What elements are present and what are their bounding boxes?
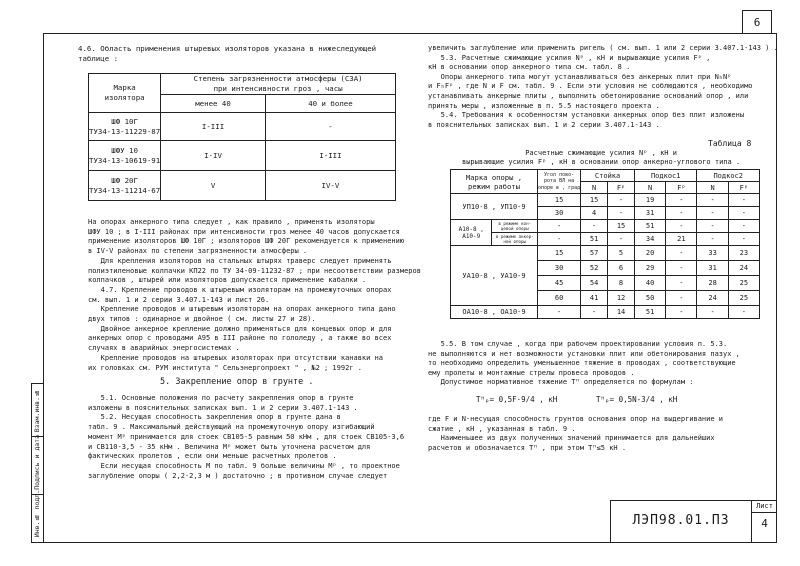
t8-cell: 23: [728, 246, 759, 261]
t8-h-n: N: [635, 182, 666, 194]
formula-2: Tᴴₚ= 0,5N-3/4 , кН: [596, 395, 678, 404]
sidebar-sign: Подпись и дата: [33, 435, 41, 490]
t8-cell: 15: [608, 220, 635, 233]
t8-cell: 57: [581, 246, 608, 261]
t8-cell: -: [697, 194, 728, 207]
left-text-block-2: 5.1. Основные положения по расчету закрепления опор в грунте изложены в пояснительных записках вып. 1 и 2 серии 3.407.1-143 . 5.2. Несущая способность закрепления опор в грунте дана в табл. 9 . Максимальный действующий на промежуточную опору изгибающий момент Mᵖ принимается для стоек СВ105-5 равным 50 кНм , для стоек СВ105-3,6 и СВ110-3,5 - 35 кНм . Величина Mᵖ может быть уточнена расчетом для фактических пролетов , если они меньше расчетных пролетов . Если несущая способность М по табл. 9 больше величины Mᵖ , то проектное заглубление опоры ( 2,2-2,3 м ) достаточно ; в противном случае следует: [88, 394, 405, 480]
t8-cell: 19: [635, 194, 666, 207]
t8-cell: -: [608, 207, 635, 220]
section-5-title: 5. Закрепление опор в грунте .: [160, 377, 314, 387]
t8-cell: 4: [581, 207, 608, 220]
t1-col-mark: Марка изолятора: [89, 74, 161, 113]
page-number: 6: [742, 10, 772, 34]
t1-row-mark: ШФ 10Г ТУ34-13-11229-87: [89, 113, 161, 141]
t1-row-mark: ШФУ 10 ТУ34-13-10619-91: [89, 141, 161, 171]
t8-cell: -: [538, 233, 581, 246]
t8-cell: 60: [538, 291, 581, 306]
t8-mode: в режиме кон- цевой опоры: [492, 220, 538, 233]
t8-h-f: Fᵖ: [728, 182, 759, 194]
t8-cell: 5: [608, 246, 635, 261]
t8-cell: 24: [697, 291, 728, 306]
t1-sub2: 40 и более: [265, 95, 395, 113]
t8-cell: 24: [728, 261, 759, 276]
t8-cell: 52: [581, 261, 608, 276]
t8-mode: в режиме анкер- ной опоры: [492, 233, 538, 246]
t8-h-podkos2: Подкос2: [697, 170, 760, 182]
t8-cell: 12: [608, 291, 635, 306]
title-stamp: [610, 500, 776, 542]
t8-mark: УА10-8 , УА10-9: [451, 246, 538, 306]
table8-title: Таблица 8: [708, 139, 752, 148]
t8-cell: 34: [635, 233, 666, 246]
t8-cell: 50: [635, 291, 666, 306]
t1-row-b: IV-V: [265, 171, 395, 201]
t8-cell: 20: [635, 246, 666, 261]
t1-row-a: I-IV: [161, 141, 266, 171]
t8-mark: А10-8 , А10-9: [451, 220, 492, 246]
t8-cell: -: [538, 306, 581, 319]
t8-cell: 30: [538, 207, 581, 220]
t8-cell: 31: [697, 261, 728, 276]
forces-table: [450, 169, 760, 319]
t8-cell: -: [697, 233, 728, 246]
t8-cell: -: [728, 306, 759, 319]
t8-cell: -: [538, 220, 581, 233]
t8-mark: ОА10-8 , ОА10-9: [451, 306, 538, 319]
sidebar-inv2: Взам.инв.№: [33, 388, 41, 432]
t1-col-sza: Степень загрязненности атмосферы (СЗА) при интенсивности гроз , часы: [161, 74, 396, 95]
t8-h-podkos1: Подкос1: [635, 170, 697, 182]
t8-cell: 29: [635, 261, 666, 276]
document-code: ЛЭП98.01.ПЗ: [632, 513, 730, 528]
t8-cell: -: [666, 291, 697, 306]
t8-cell: -: [666, 220, 697, 233]
t8-cell: 28: [697, 276, 728, 291]
insulator-table: [88, 73, 396, 201]
t8-cell: 30: [538, 261, 581, 276]
t8-mark: УП10-8 , УП10-9: [451, 194, 538, 220]
t8-cell: -: [581, 220, 608, 233]
t8-cell: 21: [666, 233, 697, 246]
t8-cell: 15: [538, 194, 581, 207]
t8-cell: -: [666, 207, 697, 220]
t1-sub1: менее 40: [161, 95, 266, 113]
sidebar-inv: Инв.№ подл.: [33, 489, 41, 537]
t1-row-a: V: [161, 171, 266, 201]
t8-cell: -: [728, 194, 759, 207]
t8-cell: -: [697, 220, 728, 233]
right-text-block-3: где F и N-несущая способность грунтов основания опор на выдергивание и сжатие , кН , указанная в табл. 9 . Наименьшее из двух полученных значений принимается для дальнейших расчетов и обозначается Tᴴ , при этом Tᴴ≤5 кН .: [428, 415, 724, 452]
t8-cell: -: [608, 194, 635, 207]
t8-cell: -: [728, 207, 759, 220]
t8-h-n: N: [581, 182, 608, 194]
t8-cell: 51: [635, 306, 666, 319]
t1-row-b: -: [265, 113, 395, 141]
sidebar-stamp: [31, 383, 44, 543]
t8-cell: -: [581, 306, 608, 319]
right-text-block: увеличить заглубление или применить ригель ( см. вып. 1 или 2 серии 3.407.1-143 ) . 5.3. Расчетные сжимающие усилия Nᵖ , кН и вырывающие усилия Fᵖ , кН в основании опор анкерного типа см. табл. 8 . Опоры анкерного типа могут устанавливаться без анкерных плит при NₕNᵖ и FₕFᵖ , где N и F см. табл. 9 . Если эти условия не соблюдаются , необходимо устанавливать анкерные плиты , выполнить обетонирование оснований опор , или принять меры , изложенные в п. 5.5 настоящего проекта . 5.4. Требования к особенностям установки анкерных опор без плит изложены в пояснительных записках вып. 1 и 2 серии 3.407.1-143 .: [428, 44, 778, 129]
sheet-label: Лист: [752, 502, 777, 513]
t8-h-stoika: Стойка: [581, 170, 635, 182]
t8-cell: -: [697, 306, 728, 319]
t8-cell: -: [666, 194, 697, 207]
t8-cell: 25: [728, 276, 759, 291]
t8-cell: 6: [608, 261, 635, 276]
table8-caption: Расчетные сжимающие усилия Nᵖ , кН и вырывающие усилия Fᵖ , кН в основании опор анкерно-углового типа .: [462, 149, 741, 166]
t8-h-mark: Марка опоры , режим работы: [451, 170, 538, 194]
t8-cell: -: [666, 246, 697, 261]
t8-cell: 41: [581, 291, 608, 306]
t8-cell: 33: [697, 246, 728, 261]
formula-1: Tᴴₚ= 0,5F·9/4 , кН: [476, 395, 558, 404]
t8-cell: 45: [538, 276, 581, 291]
t8-cell: 8: [608, 276, 635, 291]
t8-cell: 15: [581, 194, 608, 207]
t8-cell: 31: [635, 207, 666, 220]
t8-cell: -: [666, 276, 697, 291]
t8-cell: 51: [581, 233, 608, 246]
left-text-block: На опорах анкерного типа следует , как правило , применять изоляторы ШФУ 10 ; в I-III районах при интенсивности гроз менее 40 часов допускается применение изоляторов ШФ 10Г ; изоляторов ШФ 20Г рекомендуется к применению в IV-V районах по степени загрязненности атмосферы . Для крепления изоляторов на стальных штырях траверс следует применять полиэтиленовые колпачки КП22 по ТУ 34-09-11232-87 ; при несоответствии размеров колпачков , штырей или изоляторов допускается применение кабалки . 4.7. Крепление проводов к штыревым изоляторам на промежуточных опорах см. вып. 1 и 2 серии 3.407.1-143 и лист 26. Крепление проводов и штыревым изоляторам на опорах анкерного типа дано двух типов : одинарное и двойное ( см. листы 27 и 28). Двойное анкерное крепление должно применяться для концевых опор и для анкерных опор с проводами А95 в III районе по гололеду , а также во всех случаях в аварийных энергосистемах . Крепление проводов на штыревых изоляторах при отсутствии канавки на их головках см. РУМ института " Сельэнергопроект " , №2 ; 1992г .: [88, 218, 421, 372]
sheet-number: 4: [761, 517, 768, 530]
t8-cell: 40: [635, 276, 666, 291]
t8-cell: 15: [538, 246, 581, 261]
t8-cell: 25: [728, 291, 759, 306]
t8-cell: -: [697, 207, 728, 220]
t8-cell: -: [666, 306, 697, 319]
t8-cell: -: [666, 261, 697, 276]
t8-cell: 54: [581, 276, 608, 291]
t1-row-mark: ШФ 20Г ТУ34-13-11214-67: [89, 171, 161, 201]
t8-cell: 51: [635, 220, 666, 233]
t8-cell: -: [608, 233, 635, 246]
t8-cell: 14: [608, 306, 635, 319]
t8-cell: -: [728, 233, 759, 246]
t1-row-b: I-III: [265, 141, 395, 171]
right-text-block-2: 5.5. В том случае , когда при рабочем проектировании условия п. 5.3. не выполняются и нет возможности установки плит или обетонирования пазух , то необходимо определить уменьшенное тяжение в проводах , соответствующие ему пролеты и монтажные стрелы провеса проводов . Допустимое нормативное тяжение Tᴴ определяется по формулам :: [428, 340, 740, 387]
t8-h-f: Fᵖ: [666, 182, 697, 194]
paragraph-4-6: 4.6. Область применения штыревых изоляторов указана в нижеследующей таблице :: [78, 44, 377, 63]
t8-h-angle: Угол пово- рота ВЛ на опоре в , град: [538, 170, 581, 194]
t8-cell: -: [728, 220, 759, 233]
t1-row-a: I-III: [161, 113, 266, 141]
t8-h-n: N: [697, 182, 728, 194]
t8-h-f: Fᵖ: [608, 182, 635, 194]
